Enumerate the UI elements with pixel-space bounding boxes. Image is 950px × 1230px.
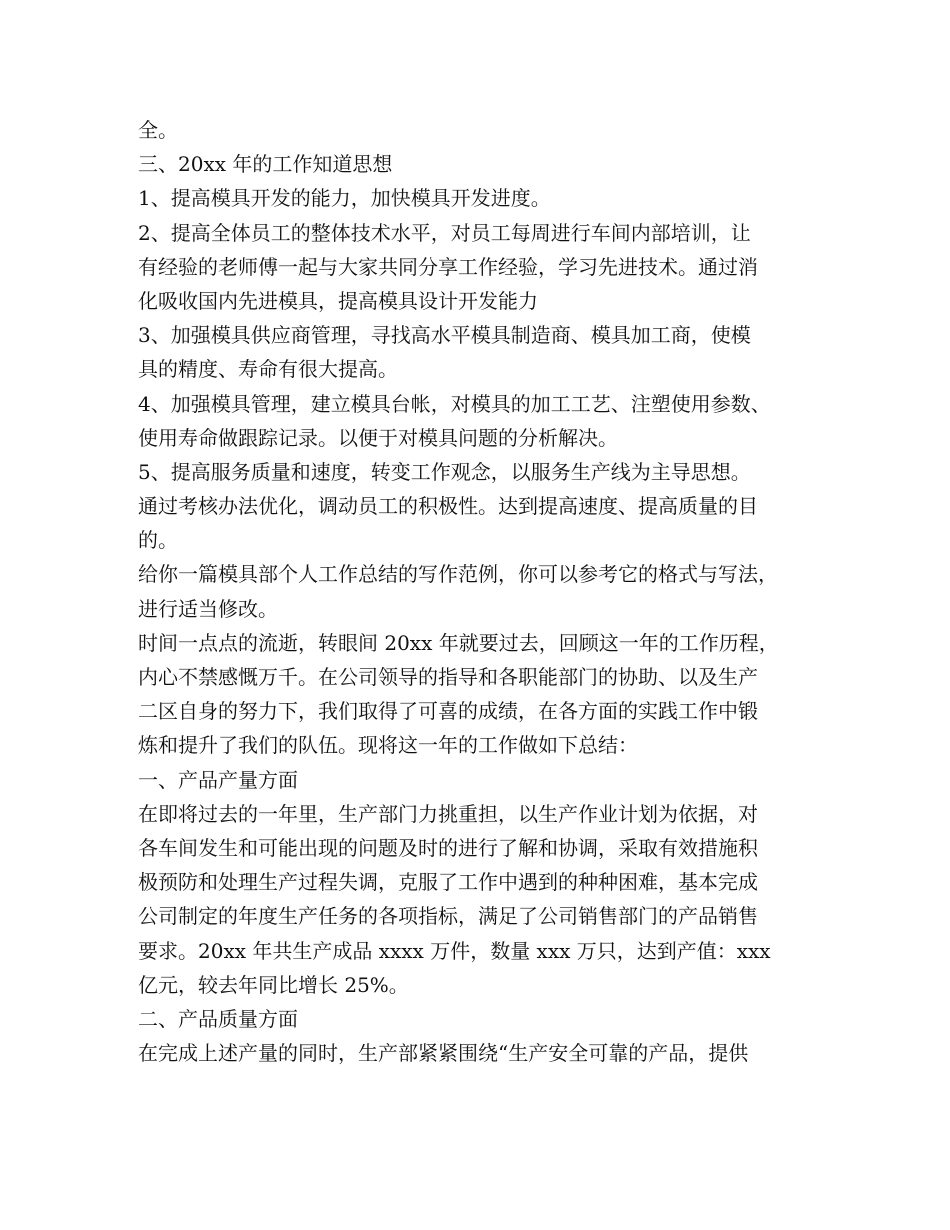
text-line: 5、提高服务质量和速度，转变工作观念，以服务生产线为主导思想。: [138, 459, 751, 484]
document-body: [138, 113, 818, 1070]
section-heading: 三、20xx 年的工作知道思想: [138, 152, 393, 177]
text-line: 在即将过去的一年里，生产部门力挑重担，以生产作业计划为依据，对: [138, 801, 758, 826]
text-line: 内心不禁感慨万千。在公司领导的指导和各职能部门的协助、以及生产: [138, 665, 758, 689]
text-line: 二区自身的努力下，我们取得了可喜的成绩，在各方面的实践工作中锻: [138, 699, 758, 724]
text-line: 在完成上述产量的同时，生产部紧紧围绕“生产安全可靠的产品，提供: [138, 1041, 749, 1066]
text-line: 3、加强模具供应商管理，寻找高水平模具制造商、模具加工商，使模: [138, 323, 751, 348]
text-line: 通过考核办法优化，调动员工的积极性。达到提高速度、提高质量的目: [138, 494, 758, 519]
section-heading: 二、产品质量方面: [138, 1006, 298, 1031]
text-line: 4、加强模具管理，建立模具台帐，对模具的加工工艺、注塑使用参数、: [138, 391, 771, 416]
text-line: 亿元，较去年同比增长 25%。: [138, 972, 409, 997]
text-line: 给你一篇模具部个人工作总结的写作范例，你可以参考它的格式与写法，: [138, 562, 778, 587]
text-line: 化吸收国内先进模具，提高模具设计开发能力: [138, 288, 538, 313]
section-heading: 一、产品产量方面: [138, 767, 298, 792]
text-line: 使用寿命做跟踪记录。以便于对模具问题的分析解决。: [138, 425, 618, 450]
text-line: 炼和提升了我们的队伍。现将这一年的工作做如下总结：: [138, 733, 638, 758]
text-line: 公司制定的年度生产任务的各项指标，满足了公司销售部门的产品销售: [138, 904, 758, 929]
text-line: 要求。20xx 年共生产成品 xxxx 万件，数量 xxx 万只，达到产值：xxx: [138, 938, 771, 963]
text-line: 的。: [138, 528, 178, 553]
text-line: 全。: [138, 118, 178, 142]
text-line: 时间一点点的流逝，转眼间 20xx 年就要过去，回顾这一年的工作历程，: [138, 630, 779, 655]
text-line: 进行适当修改。: [138, 596, 278, 621]
text-line: 极预防和处理生产过程失调，克服了工作中遇到的种种困难，基本完成: [138, 870, 758, 895]
text-line: 各车间发生和可能出现的问题及时的进行了解和协调，采取有效措施积: [138, 835, 758, 860]
text-line: 具的精度、寿命有很大提高。: [138, 357, 398, 382]
text-line: 有经验的老师傅一起与大家共同分享工作经验，学习先进技术。通过消: [138, 254, 758, 279]
text-line: 1、提高模具开发的能力，加快模具开发进度。: [138, 186, 551, 211]
text-line: 2、提高全体员工的整体技术水平，对员工每周进行车间内部培训，让: [138, 220, 751, 245]
